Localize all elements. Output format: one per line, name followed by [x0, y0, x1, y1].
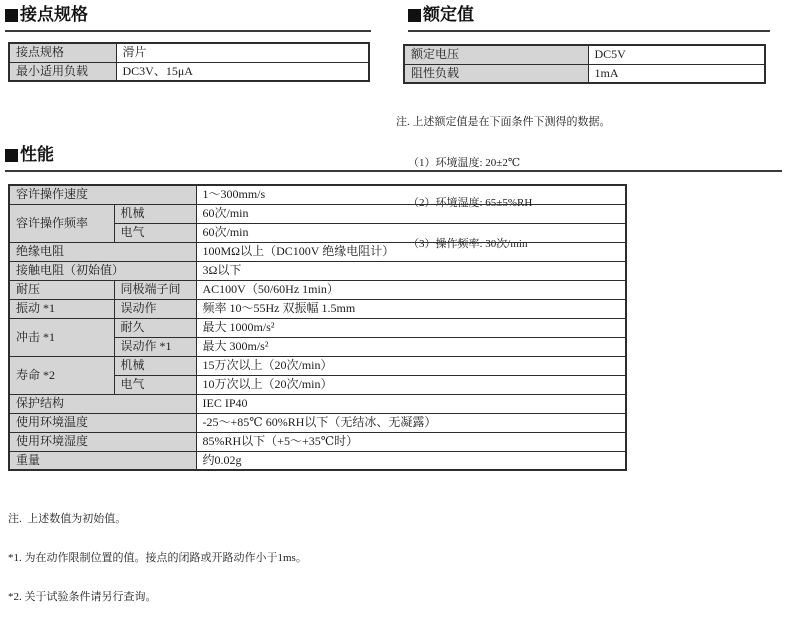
label-cell: 阻性负载 — [404, 64, 588, 83]
value-cell: AC100V（50/60Hz 1min） — [196, 280, 626, 299]
value-cell: IEC IP40 — [196, 394, 626, 413]
table-row — [9, 62, 369, 81]
table-row — [9, 43, 369, 62]
note-line: *1. 为在动作限制位置的值。接点的闭路或开路动作小于1ms。 — [8, 552, 307, 564]
label-cell: 接触电阻（初始值） — [9, 261, 196, 280]
value-cell: 最大 1000m/s² — [196, 318, 626, 337]
value-cell: 15万次以上（20次/min） — [196, 356, 626, 375]
value-cell: -25～+85℃ 60%RH以下（无结冰、无凝露） — [196, 413, 626, 432]
label-cell: 保护结构 — [9, 394, 196, 413]
section-marker-icon — [408, 9, 421, 22]
table-row — [9, 413, 626, 432]
table-row — [9, 185, 626, 204]
label-cell: 容许操作频率 — [9, 204, 114, 242]
section-title-text: 性能 — [20, 145, 54, 164]
note-line: （2）环境湿度: 65±5%RH — [408, 197, 533, 209]
value-cell: 1mA — [588, 64, 765, 83]
sub-label-cell: 电气 — [114, 375, 196, 394]
table-row — [9, 299, 626, 318]
value-cell: DC3V、15μA — [116, 62, 369, 81]
label-cell: 冲击 *1 — [9, 318, 114, 356]
sub-label-cell: 误动作 — [114, 299, 196, 318]
section-title-contact-specs — [5, 5, 371, 32]
label-cell: 额定电压 — [404, 45, 588, 64]
sub-label-cell: 机械 — [114, 204, 196, 223]
label-cell: 接点规格 — [9, 43, 116, 62]
note-line: （3）操作频率: 30次/min — [408, 237, 528, 250]
table-row — [9, 204, 626, 223]
table-row — [404, 45, 765, 64]
table-row — [9, 432, 626, 451]
value-cell: 100MΩ以上（DC100V 绝缘电阻计） — [196, 242, 626, 261]
table-row — [9, 394, 626, 413]
sub-label-cell: 误动作 *1 — [114, 337, 196, 356]
label-cell: 重量 — [9, 451, 196, 470]
section-marker-icon — [5, 149, 18, 162]
value-cell: 85%RH以下（+5～+35℃时） — [196, 432, 626, 451]
value-cell: 1～300mm/s — [196, 185, 626, 204]
label-cell: 使用环境温度 — [9, 413, 196, 432]
sub-label-cell: 同极端子间 — [114, 280, 196, 299]
table-row — [9, 261, 626, 280]
sub-label-cell: 机械 — [114, 356, 196, 375]
section-title-performance — [5, 145, 782, 172]
sub-label-cell: 耐久 — [114, 318, 196, 337]
value-cell: 3Ω以下 — [196, 261, 626, 280]
note-line: 注. 上述额定值是在下面条件下测得的数据。 — [396, 116, 611, 128]
note-line: （1）环境温度: 20±2℃ — [408, 156, 521, 169]
label-cell: 寿命 *2 — [9, 356, 114, 394]
rated-value-table — [403, 44, 766, 84]
section-title-text: 接点规格 — [20, 5, 88, 24]
value-cell: 60次/min — [196, 223, 626, 242]
table-row — [9, 280, 626, 299]
label-cell: 绝缘电阻 — [9, 242, 196, 261]
table-row — [9, 242, 626, 261]
contact-spec-table — [8, 42, 370, 82]
label-cell: 使用环境湿度 — [9, 432, 196, 451]
table-row — [9, 451, 626, 470]
section-title-text: 额定值 — [423, 5, 474, 24]
value-cell: 约0.02g — [196, 451, 626, 470]
section-title-rated-values — [408, 5, 770, 32]
label-cell: 振动 *1 — [9, 299, 114, 318]
value-cell: 滑片 — [116, 43, 369, 62]
value-cell: 10万次以上（20次/min） — [196, 375, 626, 394]
note-line: *2. 关于试验条件请另行查询。 — [8, 591, 157, 603]
value-cell: 60次/min — [196, 204, 626, 223]
table-row — [9, 318, 626, 337]
value-cell: DC5V — [588, 45, 765, 64]
table-row — [404, 64, 765, 83]
performance-notes — [8, 487, 608, 617]
note-line: 注. 上述数值为初始值。 — [8, 513, 127, 525]
label-cell: 容许操作速度 — [9, 185, 196, 204]
table-row — [9, 356, 626, 375]
section-marker-icon — [5, 9, 18, 22]
value-cell: 频率 10～55Hz 双振幅 1.5mm — [196, 299, 626, 318]
value-cell: 最大 300m/s² — [196, 337, 626, 356]
performance-table — [8, 184, 627, 471]
label-cell: 耐压 — [9, 280, 114, 299]
label-cell: 最小适用负载 — [9, 62, 116, 81]
sub-label-cell: 电气 — [114, 223, 196, 242]
